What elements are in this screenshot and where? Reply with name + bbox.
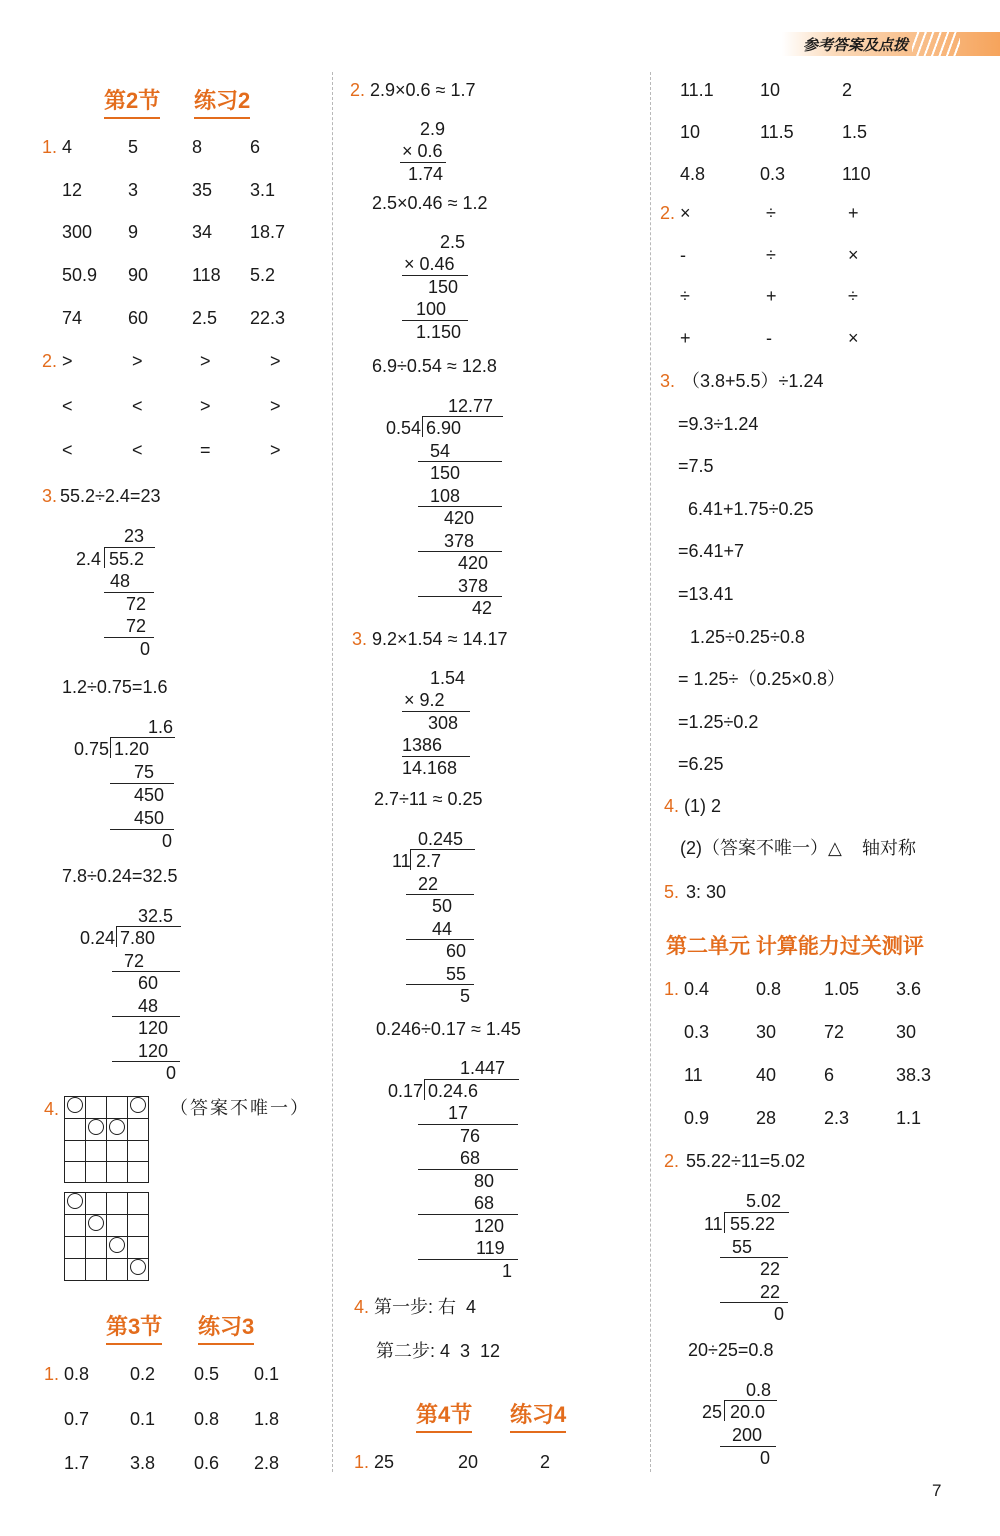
c1-q4-note: （答案不唯一）: [170, 1098, 310, 1118]
step: 55: [732, 1237, 753, 1257]
grid-cell: [65, 1141, 86, 1162]
answer-cell: 0.4: [684, 979, 710, 999]
calc-step-line: 6.41+1.75÷0.25: [688, 498, 814, 519]
dividend: 2.7: [416, 851, 442, 871]
step: 22: [760, 1259, 781, 1279]
c2-q4-line1: 第一步: 右 4: [374, 1297, 477, 1317]
comparison-cell: =: [200, 440, 211, 460]
c3-q5-number: 5.: [664, 882, 680, 902]
answer-cell: 8: [192, 137, 203, 157]
grid-cell: [86, 1162, 107, 1183]
partial: 100: [416, 299, 447, 319]
answer-cell: 34: [192, 222, 213, 243]
circle-icon: [67, 1193, 83, 1209]
answer-cell: 35: [192, 179, 213, 200]
grid-cell: [107, 1193, 128, 1215]
c2-q2-eq2: 2.5×0.46 ≈ 1.2: [372, 193, 488, 213]
answer-cell: 60: [128, 307, 149, 328]
dividend: 6.90: [426, 418, 462, 438]
dividend: 1.20: [114, 739, 150, 759]
column-divider-2: [650, 72, 651, 1472]
divisor: 11: [392, 851, 411, 871]
c2-q2-number: 2.: [350, 80, 366, 100]
comparison-cell: >: [200, 351, 211, 371]
answer-cell: 1.8: [254, 1408, 280, 1429]
calc-step-line: （3.8+5.5）÷1.24: [682, 371, 824, 391]
operator-cell: -: [680, 244, 686, 265]
answer-cell: 10: [760, 80, 781, 100]
grid-cell: [65, 1237, 86, 1259]
grid-cell: [65, 1215, 86, 1237]
step: 420: [444, 508, 475, 528]
answer-cell: 5.2: [250, 265, 276, 286]
quotient: 32.5: [138, 906, 174, 926]
answer-cell: 4: [62, 137, 73, 157]
answer-cell: 0.8: [756, 979, 782, 999]
divisor: 0.75: [74, 739, 110, 759]
circle-icon: [109, 1119, 125, 1135]
calc-step-line: =9.3÷1.24: [678, 413, 759, 434]
grid-cell: [128, 1237, 149, 1259]
answer-cell: 5: [128, 137, 139, 157]
unit-test-title: 第二单元 计算能力过关测评: [666, 935, 924, 958]
grid-cell: [65, 1097, 86, 1119]
circle-icon: [67, 1097, 83, 1113]
comparison-cell: >: [270, 351, 281, 371]
calc-step-line: =13.41: [678, 584, 734, 604]
answer-cell: 38.3: [896, 1065, 932, 1085]
dividend: 20.0: [730, 1402, 766, 1422]
exercise-3-title: 练习3: [198, 1310, 254, 1345]
answer-cell: 3: [128, 179, 139, 200]
c3-q4-number: 4.: [664, 796, 680, 816]
c2-s4-q1-number: 1.: [354, 1452, 370, 1472]
step: 72: [124, 951, 145, 971]
step: 17: [448, 1103, 469, 1123]
product: 1.74: [408, 164, 444, 184]
c2-q2-eq1: 2.9×0.6 ≈ 1.7: [370, 80, 476, 100]
quotient: 23: [124, 526, 145, 546]
operator-cell: -: [766, 327, 772, 348]
remainder: 0: [774, 1304, 785, 1324]
step: 55: [446, 964, 467, 984]
step: 60: [138, 973, 159, 993]
answer-cell: 12: [62, 179, 83, 200]
step: 200: [732, 1425, 763, 1445]
circle-icon: [88, 1119, 104, 1135]
quotient: 0.245: [418, 829, 464, 849]
grid-cell: [107, 1141, 128, 1162]
calc-step-line: =6.25: [678, 754, 724, 775]
comparison-cell: >: [132, 351, 143, 371]
c2-q4-line2: 第二步: 4 3 12: [376, 1341, 501, 1361]
quotient: 12.77: [448, 396, 494, 416]
answer-cell: 0.6: [194, 1453, 220, 1473]
answer-cell: 22.3: [250, 307, 286, 328]
step: 22: [418, 874, 439, 894]
factor: × 0.46: [404, 254, 455, 274]
partial: 1386: [402, 735, 443, 755]
answer-cell: 1.5: [842, 122, 868, 142]
grid-cell: [107, 1259, 128, 1281]
calc-step-line: =6.41+7: [678, 541, 745, 562]
dividend: 7.80: [120, 928, 156, 948]
answer-cell: 30: [756, 1022, 777, 1042]
partial: 150: [428, 277, 459, 297]
calc-step-line: =1.25÷0.2: [678, 711, 759, 732]
operator-cell: +: [766, 286, 777, 306]
answer-cell: 2.8: [254, 1453, 280, 1473]
grid-cell: [86, 1141, 107, 1162]
c2-q2-eq3: 6.9÷0.54 ≈ 12.8: [372, 356, 497, 376]
quotient: 1.447: [460, 1058, 506, 1078]
step: 378: [458, 576, 489, 596]
step: 22: [760, 1282, 781, 1302]
step: 48: [110, 571, 131, 591]
partial: 308: [428, 713, 459, 733]
column-divider-1: [332, 72, 333, 1472]
circle-icon: [88, 1215, 104, 1231]
remainder: 5: [460, 986, 471, 1006]
comparison-cell: <: [62, 395, 73, 416]
dividend: 0.24.6: [428, 1081, 479, 1101]
grid-cell: [107, 1215, 128, 1237]
grid-cell: [86, 1237, 107, 1259]
comparison-cell: >: [270, 440, 281, 460]
grid-cell: [107, 1097, 128, 1119]
factor: 1.54: [430, 668, 466, 688]
calc-step-line: =7.5: [678, 456, 714, 477]
divisor: 0.17: [388, 1081, 424, 1101]
answer-cell: 0.8: [64, 1364, 90, 1384]
grid-cell: [128, 1193, 149, 1215]
answer-cell: 0.8: [194, 1408, 220, 1429]
grid-cell: [86, 1097, 107, 1119]
divisor: 0.54: [386, 418, 422, 438]
c3-q3-number: 3.: [660, 371, 676, 391]
answer-cell: 2: [842, 80, 853, 100]
c2-s4-q1-val: 2: [540, 1452, 551, 1472]
step: 72: [126, 594, 147, 614]
answer-cell: 74: [62, 307, 83, 328]
answer-cell: 3.6: [896, 979, 922, 999]
grid-cell: [128, 1141, 149, 1162]
answer-cell: 0.3: [760, 164, 786, 184]
c2-s4-q1-val: 20: [458, 1452, 479, 1472]
grid-cell: [128, 1097, 149, 1119]
step: 120: [138, 1018, 169, 1038]
factor: × 0.6: [402, 141, 443, 161]
quotient: 5.02: [746, 1191, 782, 1211]
operator-cell: ÷: [766, 244, 776, 265]
answer-cell: 40: [756, 1065, 777, 1085]
calc-step-line: = 1.25÷（0.25×0.8）: [678, 669, 845, 690]
answer-cell: 9: [128, 222, 139, 243]
calc-step-line: 1.25÷0.25÷0.8: [690, 626, 805, 647]
circle-icon: [109, 1237, 125, 1253]
answer-cell: 0.3: [684, 1022, 710, 1042]
step: 60: [446, 941, 467, 961]
c1-q3-eq1: 55.2÷2.4=23: [60, 486, 161, 506]
grid-figure-1: [64, 1096, 149, 1183]
exercise-4-title: 练习4: [510, 1398, 566, 1433]
step: 76: [460, 1126, 481, 1146]
answer-cell: 1.1: [896, 1108, 922, 1128]
answer-cell: 72: [824, 1022, 845, 1042]
grid-figure-2: [64, 1192, 149, 1281]
c3-q5-text: 3: 30: [686, 882, 727, 902]
c3-u2-eq1: 55.22÷11=5.02: [686, 1151, 806, 1171]
answer-cell: 28: [756, 1108, 777, 1128]
grid-cell: [86, 1215, 107, 1237]
c1-q3-eq3: 7.8÷0.24=32.5: [62, 866, 178, 886]
answer-cell: 1.05: [824, 979, 860, 999]
grid-cell: [86, 1119, 107, 1141]
step: 72: [126, 616, 147, 636]
section-3-title: 第3节: [106, 1310, 162, 1345]
answer-cell: 10: [680, 122, 701, 142]
step: 80: [474, 1171, 495, 1191]
comparison-cell: >: [62, 351, 73, 371]
answer-cell: 6: [824, 1065, 835, 1085]
answer-cell: 11.5: [760, 122, 794, 142]
c3-q4-line1: (1) 2: [684, 796, 722, 816]
c3-q4-line2: (2)（答案不唯一）△: [680, 838, 842, 858]
step: 120: [474, 1216, 505, 1236]
answer-cell: 0.1: [130, 1408, 156, 1429]
grid-cell: [86, 1193, 107, 1215]
c2-q3-eq1: 9.2×1.54 ≈ 14.17: [372, 629, 508, 649]
grid-cell: [128, 1215, 149, 1237]
c1-q2-number: 2.: [42, 351, 58, 371]
step: 50: [432, 896, 453, 916]
comparison-cell: >: [200, 395, 211, 416]
step: 378: [444, 531, 475, 551]
remainder: 0: [760, 1448, 771, 1468]
divisor: 25: [702, 1402, 723, 1422]
grid-cell: [128, 1162, 149, 1183]
step: 75: [134, 762, 155, 782]
c2-q3-eq3: 0.246÷0.17 ≈ 1.45: [376, 1019, 521, 1039]
comparison-cell: <: [62, 440, 73, 460]
section-2-title: 第2节: [104, 84, 160, 119]
grid-cell: [128, 1259, 149, 1281]
answer-cell: 2.5: [192, 307, 218, 328]
answer-cell: 18.7: [250, 222, 286, 243]
step: 119: [476, 1238, 505, 1258]
c1-q3-eq2: 1.2÷0.75=1.6: [62, 677, 168, 697]
grid-cell: [65, 1193, 86, 1215]
c2-q3-number: 3.: [352, 629, 368, 649]
step: 120: [138, 1041, 169, 1061]
step: 450: [134, 785, 165, 805]
product: 1.150: [416, 322, 462, 342]
answer-cell: 2.3: [824, 1108, 850, 1128]
c1-s3-q1-number: 1.: [44, 1364, 60, 1384]
factor: 2.9: [420, 119, 446, 139]
operator-cell: ×: [848, 244, 859, 265]
answer-cell: 0.2: [130, 1364, 156, 1384]
circle-icon: [130, 1097, 146, 1113]
operator-cell: +: [680, 327, 691, 348]
rule: [418, 1169, 518, 1170]
operator-cell: ÷: [680, 286, 690, 306]
answer-cell: 300: [62, 222, 93, 243]
header-tag-stripes: [912, 32, 960, 56]
c3-u1-number: 1.: [664, 979, 680, 999]
c2-q4-number: 4.: [354, 1297, 370, 1317]
answer-cell: 50.9: [62, 265, 98, 286]
answer-cell: 118: [192, 265, 221, 286]
c2-q3-eq2: 2.7÷11 ≈ 0.25: [374, 789, 483, 809]
answer-cell: 6: [250, 137, 261, 157]
factor: 2.5: [440, 232, 466, 252]
c3-u2-eq2: 20÷25=0.8: [688, 1340, 774, 1360]
grid-cell: [107, 1162, 128, 1183]
dividend: 55.2: [109, 549, 145, 569]
remainder: 0: [162, 831, 173, 851]
comparison-cell: <: [132, 395, 143, 416]
c1-q1-number: 1.: [42, 137, 58, 157]
circle-icon: [130, 1259, 146, 1275]
step: 68: [474, 1193, 495, 1213]
operator-cell: ×: [680, 203, 691, 223]
answer-cell: 110: [842, 164, 871, 184]
answer-cell: 11: [684, 1065, 703, 1085]
page-number: 7: [932, 1481, 942, 1500]
c3-q2-number: 2.: [660, 203, 676, 223]
product: 14.168: [402, 758, 458, 778]
quotient: 1.6: [148, 717, 174, 737]
divisor: 11: [704, 1214, 723, 1234]
answer-cell: 90: [128, 265, 149, 286]
step: 68: [460, 1148, 481, 1168]
answer-cell: 3.8: [130, 1453, 156, 1473]
remainder: 42: [472, 598, 493, 618]
dividend: 55.22: [730, 1214, 776, 1234]
operator-cell: ÷: [848, 286, 858, 306]
comparison-cell: <: [132, 440, 143, 460]
answer-cell: 4.8: [680, 164, 706, 184]
answer-cell: 30: [896, 1022, 917, 1042]
remainder: 0: [140, 639, 151, 659]
grid-cell: [65, 1259, 86, 1281]
answer-cell: 0.7: [64, 1408, 90, 1429]
grid-cell: [65, 1162, 86, 1183]
answer-cell: 11.1: [680, 80, 714, 100]
grid-cell: [65, 1119, 86, 1141]
step: 48: [138, 996, 159, 1016]
remainder: 0: [166, 1063, 177, 1083]
step: 108: [430, 486, 461, 506]
step: 420: [458, 553, 489, 573]
c1-q4-number: 4.: [44, 1099, 60, 1119]
grid-cell: [107, 1237, 128, 1259]
operator-cell: ×: [848, 327, 859, 348]
c3-q4-line2b: 轴对称: [862, 838, 916, 858]
exercise-2-title: 练习2: [194, 84, 250, 119]
answer-cell: 0.9: [684, 1108, 710, 1128]
step: 44: [432, 919, 453, 939]
answer-cell: 3.1: [250, 179, 276, 200]
divisor: 0.24: [80, 928, 116, 948]
operator-cell: ÷: [766, 203, 776, 223]
c3-u2-number: 2.: [664, 1151, 680, 1171]
answer-cell: 0.1: [254, 1364, 280, 1384]
remainder: 1: [502, 1261, 513, 1281]
step: 150: [430, 463, 461, 483]
grid-cell: [128, 1119, 149, 1141]
answer-cell: 1.7: [64, 1453, 90, 1473]
comparison-cell: >: [270, 395, 281, 416]
grid-cell: [107, 1119, 128, 1141]
header-tag-text: 参考答案及点拨: [802, 37, 908, 54]
quotient: 0.8: [746, 1380, 772, 1400]
answer-cell: 0.5: [194, 1364, 220, 1384]
factor: × 9.2: [404, 690, 445, 710]
divisor: 2.4: [76, 549, 102, 569]
operator-cell: +: [848, 203, 859, 223]
grid-cell: [86, 1259, 107, 1281]
c2-s4-q1-val: 25: [374, 1452, 395, 1472]
step: 450: [134, 808, 165, 828]
step: 54: [430, 441, 451, 461]
c1-q3-number: 3.: [42, 486, 58, 506]
section-4-title: 第4节: [416, 1398, 472, 1433]
